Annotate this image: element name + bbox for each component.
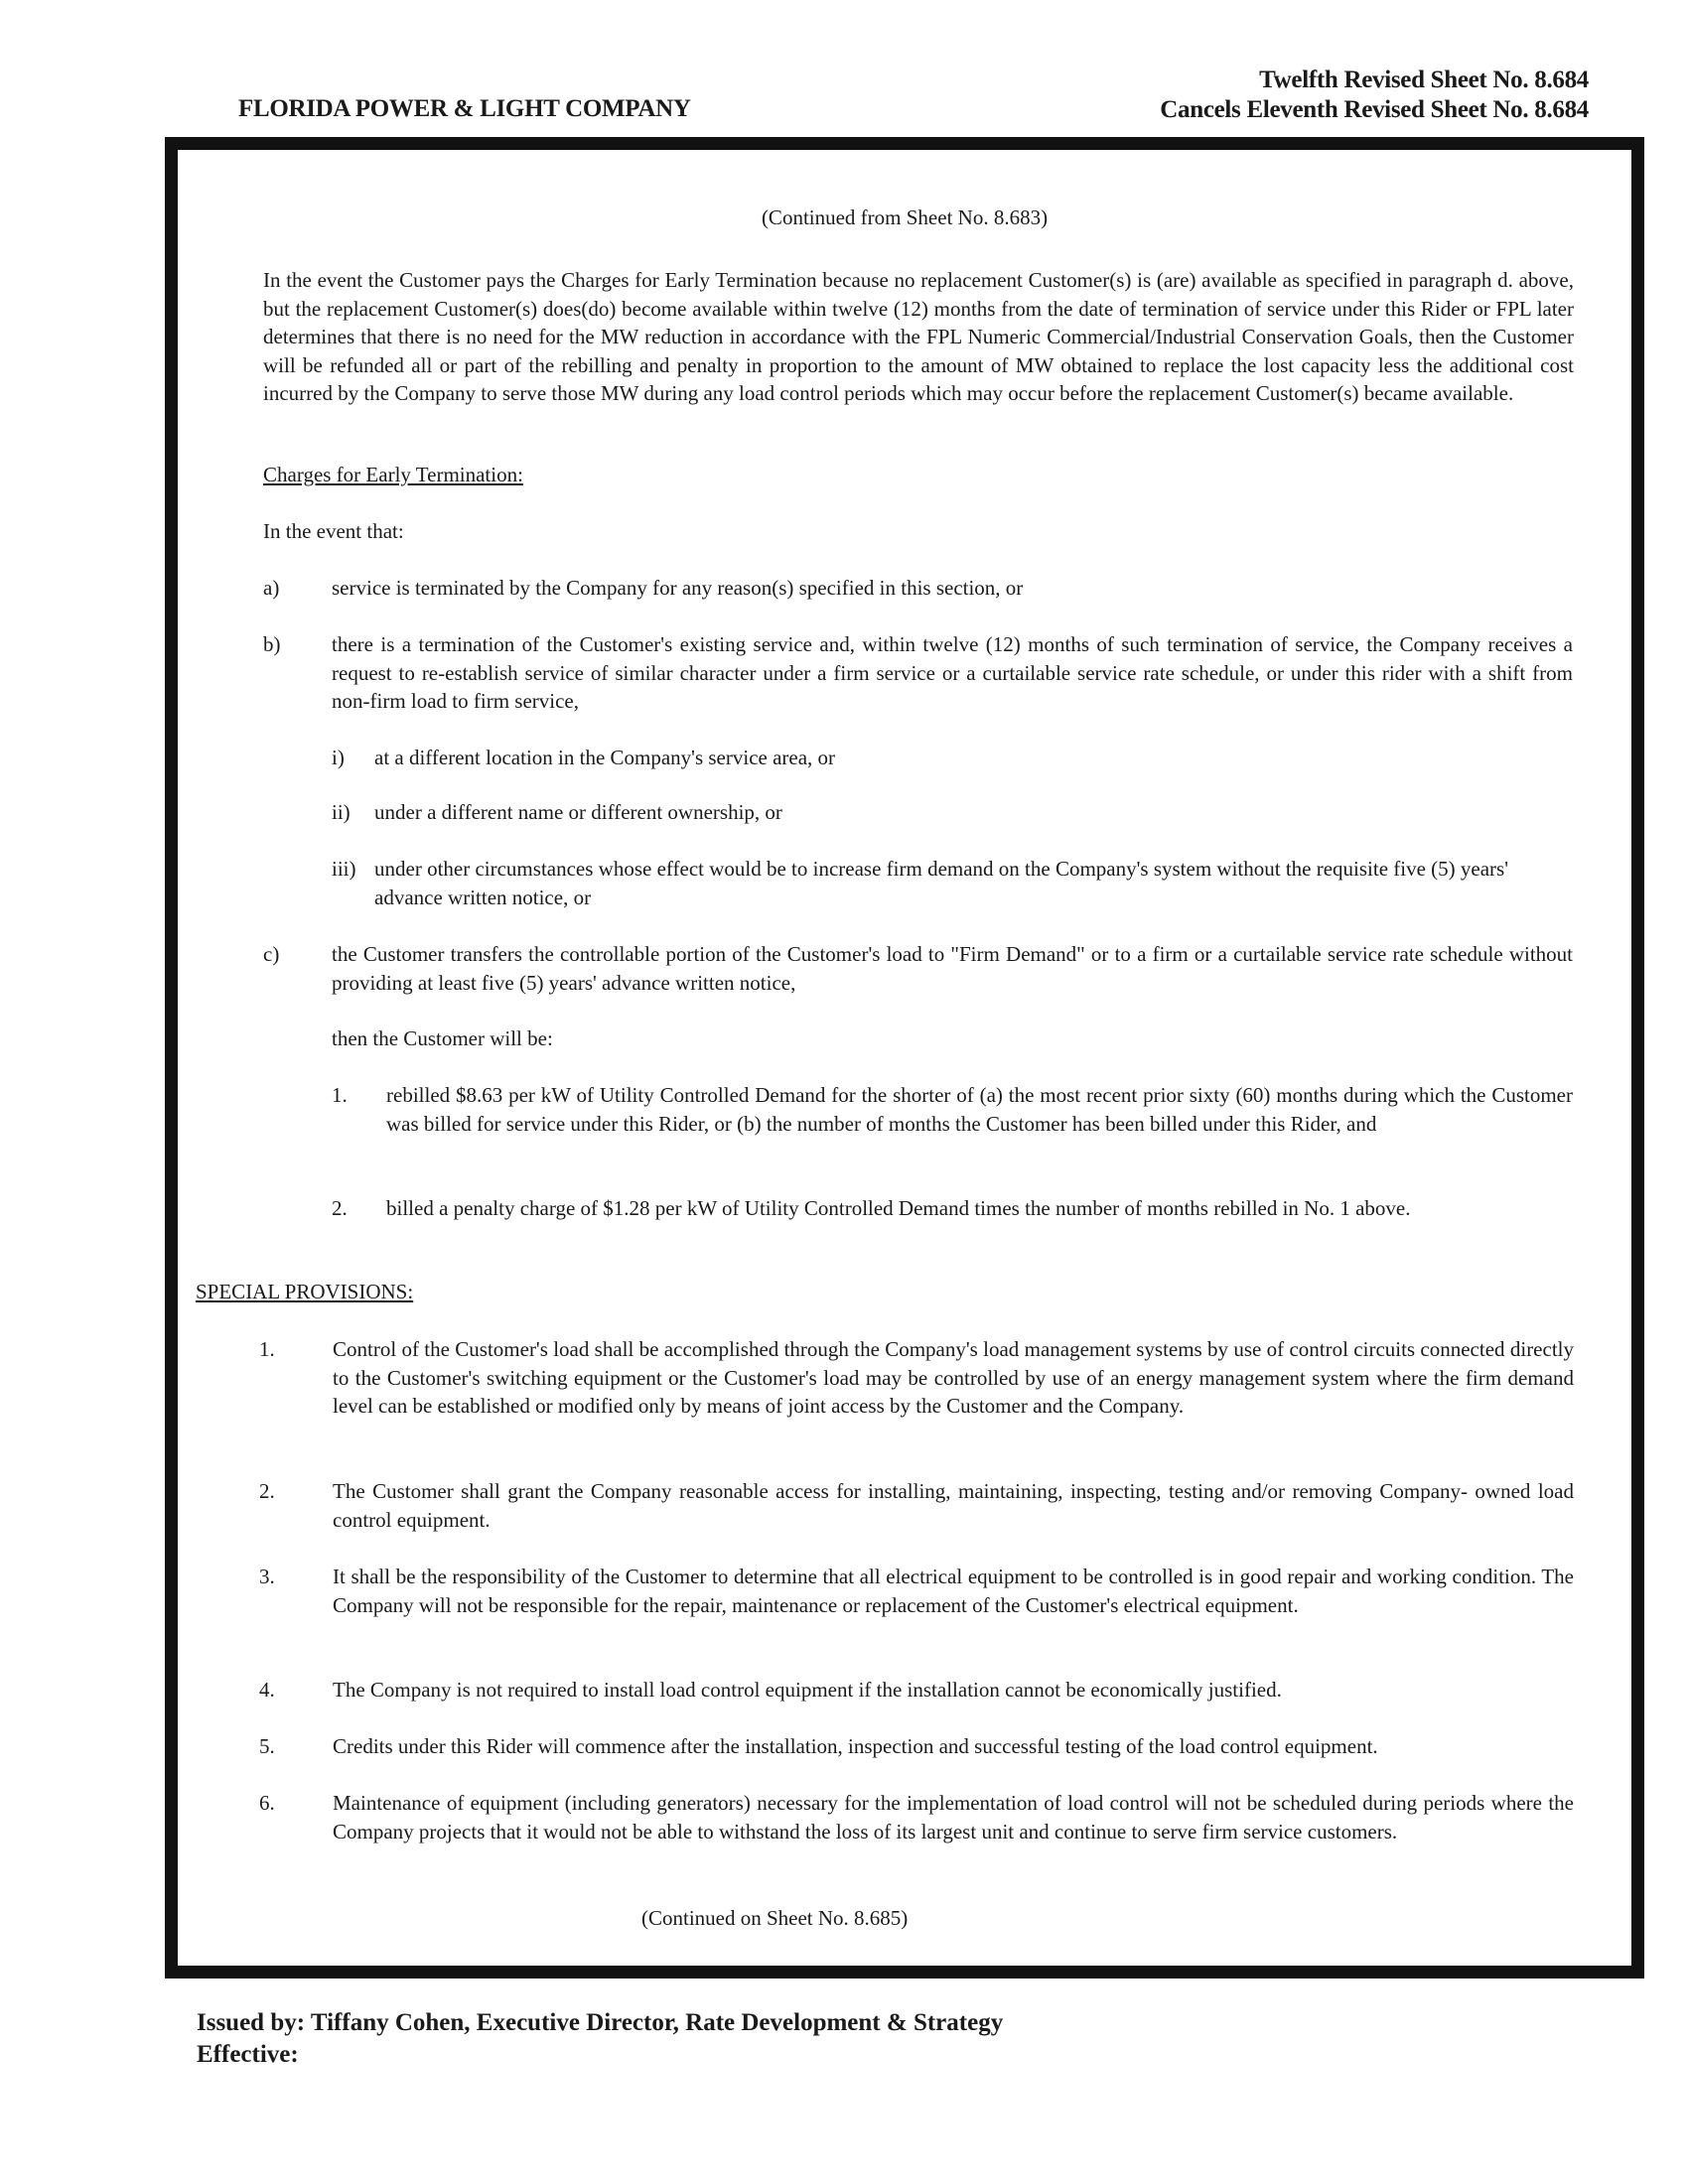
sheet-cancels: Cancels Eleventh Revised Sheet No. 8.684	[1160, 96, 1589, 123]
provision-2-text: The Customer shall grant the Company reasonable access for installing, maintaining, inspecting, testing and/or removing Company- owned load control equipment.	[333, 1479, 1574, 1532]
provision-1-text: Control of the Customer's load shall be accomplished through the Company's load management systems by use of control circuits connected directly to the Customer's switching equipment or the Customer's load may be controlled by use of an energy management system where the firm demand level can be established or modified only by means of joint access by the Customer and the Company.	[333, 1337, 1574, 1418]
provision-4-label: 4.	[259, 1678, 275, 1702]
issued-by: Issued by: Tiffany Cohen, Executive Director, Rate Development & Strategy	[197, 2009, 1004, 2036]
provision-5-text: Credits under this Rider will commence after the installation, inspection and successful testing of the load control equipment.	[333, 1734, 1378, 1758]
provision-2-label: 2.	[259, 1479, 275, 1503]
item-a-text: service is terminated by the Company for any reason(s) specified in this section, or	[332, 576, 1024, 600]
provision-5-label: 5.	[259, 1734, 275, 1758]
document-frame	[165, 137, 1644, 1979]
provision-3-label: 3.	[259, 1565, 275, 1588]
effective-date: Effective:	[197, 2041, 299, 2068]
item-c-text: the Customer transfers the controllable portion of the Customer's load to "Firm Demand" or to a firm or a curtailable service rate schedule without providing at least five (5) years' advance written notice,	[332, 942, 1573, 995]
rebill-item-1-text: rebilled $8.63 per kW of Utility Controlled Demand for the shorter of (a) the most recent prior sixty (60) months during which the Customer was billed for service under this Rider, or (b) the number of months the Customer has been billed under this Rider, and	[386, 1083, 1573, 1136]
rebill-item-2-text: billed a penalty charge of $1.28 per kW of Utility Controlled Demand times the number of months rebilled in No. 1 above.	[386, 1196, 1411, 1220]
item-b-label: b)	[263, 632, 281, 656]
sheet-number-block	[1160, 66, 1589, 125]
sheet-revision: Twelfth Revised Sheet No. 8.684	[1259, 67, 1589, 93]
then-text: then the Customer will be:	[332, 1026, 553, 1050]
provision-3-text: It shall be the responsibility of the Customer to determine that all electrical equipment to be controlled is in good repair and working condition. The Company will not be responsible for the repair, maintenance or replacement of the Customer's electrical equipment.	[333, 1565, 1574, 1617]
footer	[197, 2007, 1003, 2071]
sub-i-label: i)	[332, 746, 345, 769]
item-b-text: there is a termination of the Customer's existing service and, within twelve (12) months of such termination of service, the Company receives a request to re-establish service of similar character under a firm service or a curtailable service rate schedule, or under this rider with a shift from non-firm load to firm service,	[332, 632, 1573, 713]
continued-from: (Continued from Sheet No. 8.683)	[761, 205, 1049, 229]
rebill-item-2-label: 2.	[332, 1196, 348, 1220]
sub-ii-label: ii)	[332, 800, 351, 824]
charges-heading: Charges for Early Termination:	[263, 463, 523, 486]
continued-on: (Continued on Sheet No. 8.685)	[641, 1906, 909, 1930]
sub-ii-text: under a different name or different ownership, or	[374, 800, 782, 824]
item-a-label: a)	[263, 576, 280, 600]
provision-6-label: 6.	[259, 1791, 275, 1815]
item-c-label: c)	[263, 942, 280, 966]
document-body	[178, 150, 1631, 1966]
sub-i-text: at a different location in the Company's service area, or	[374, 746, 836, 769]
intro-paragraph: In the event the Customer pays the Charges for Early Termination because no replacement Customer(s) is (are) available as specified in paragraph d. above, but the replacement Customer(s) does(do) become available within twelve (12) months from the date of termination of service under this Rider or FPL later determines that there is no need for the MW reduction in accordance with the FPL Numeric Commercial/Industrial Conservation Goals, then the Customer will be refunded all or part of the rebilling and penalty in proportion to the amount of MW obtained to replace the lost capacity less the additional cost incurred by the Company to serve those MW during any load control periods which may occur before the replacement Customer(s) became available.	[263, 268, 1574, 405]
provision-6-text: Maintenance of equipment (including generators) necessary for the implementation of load control will not be scheduled during periods where the Company projects that it would not be able to withstand the loss of its largest unit and continue to serve firm service customers.	[333, 1791, 1574, 1843]
special-provisions-heading: SPECIAL PROVISIONS:	[196, 1280, 414, 1303]
rebill-item-1-label: 1.	[332, 1083, 348, 1107]
provision-4-text: The Company is not required to install load control equipment if the installation cannot be economically justified.	[333, 1678, 1282, 1702]
provision-1-label: 1.	[259, 1337, 275, 1361]
in-the-event-text: In the event that:	[263, 519, 404, 543]
sub-iii-label: iii)	[332, 857, 356, 881]
sub-iii-text: under other circumstances whose effect would be to increase firm demand on the Company's system without the requisite five (5) years' advance written notice, or	[374, 857, 1509, 909]
company-name: FLORIDA POWER & LIGHT COMPANY	[238, 95, 691, 122]
